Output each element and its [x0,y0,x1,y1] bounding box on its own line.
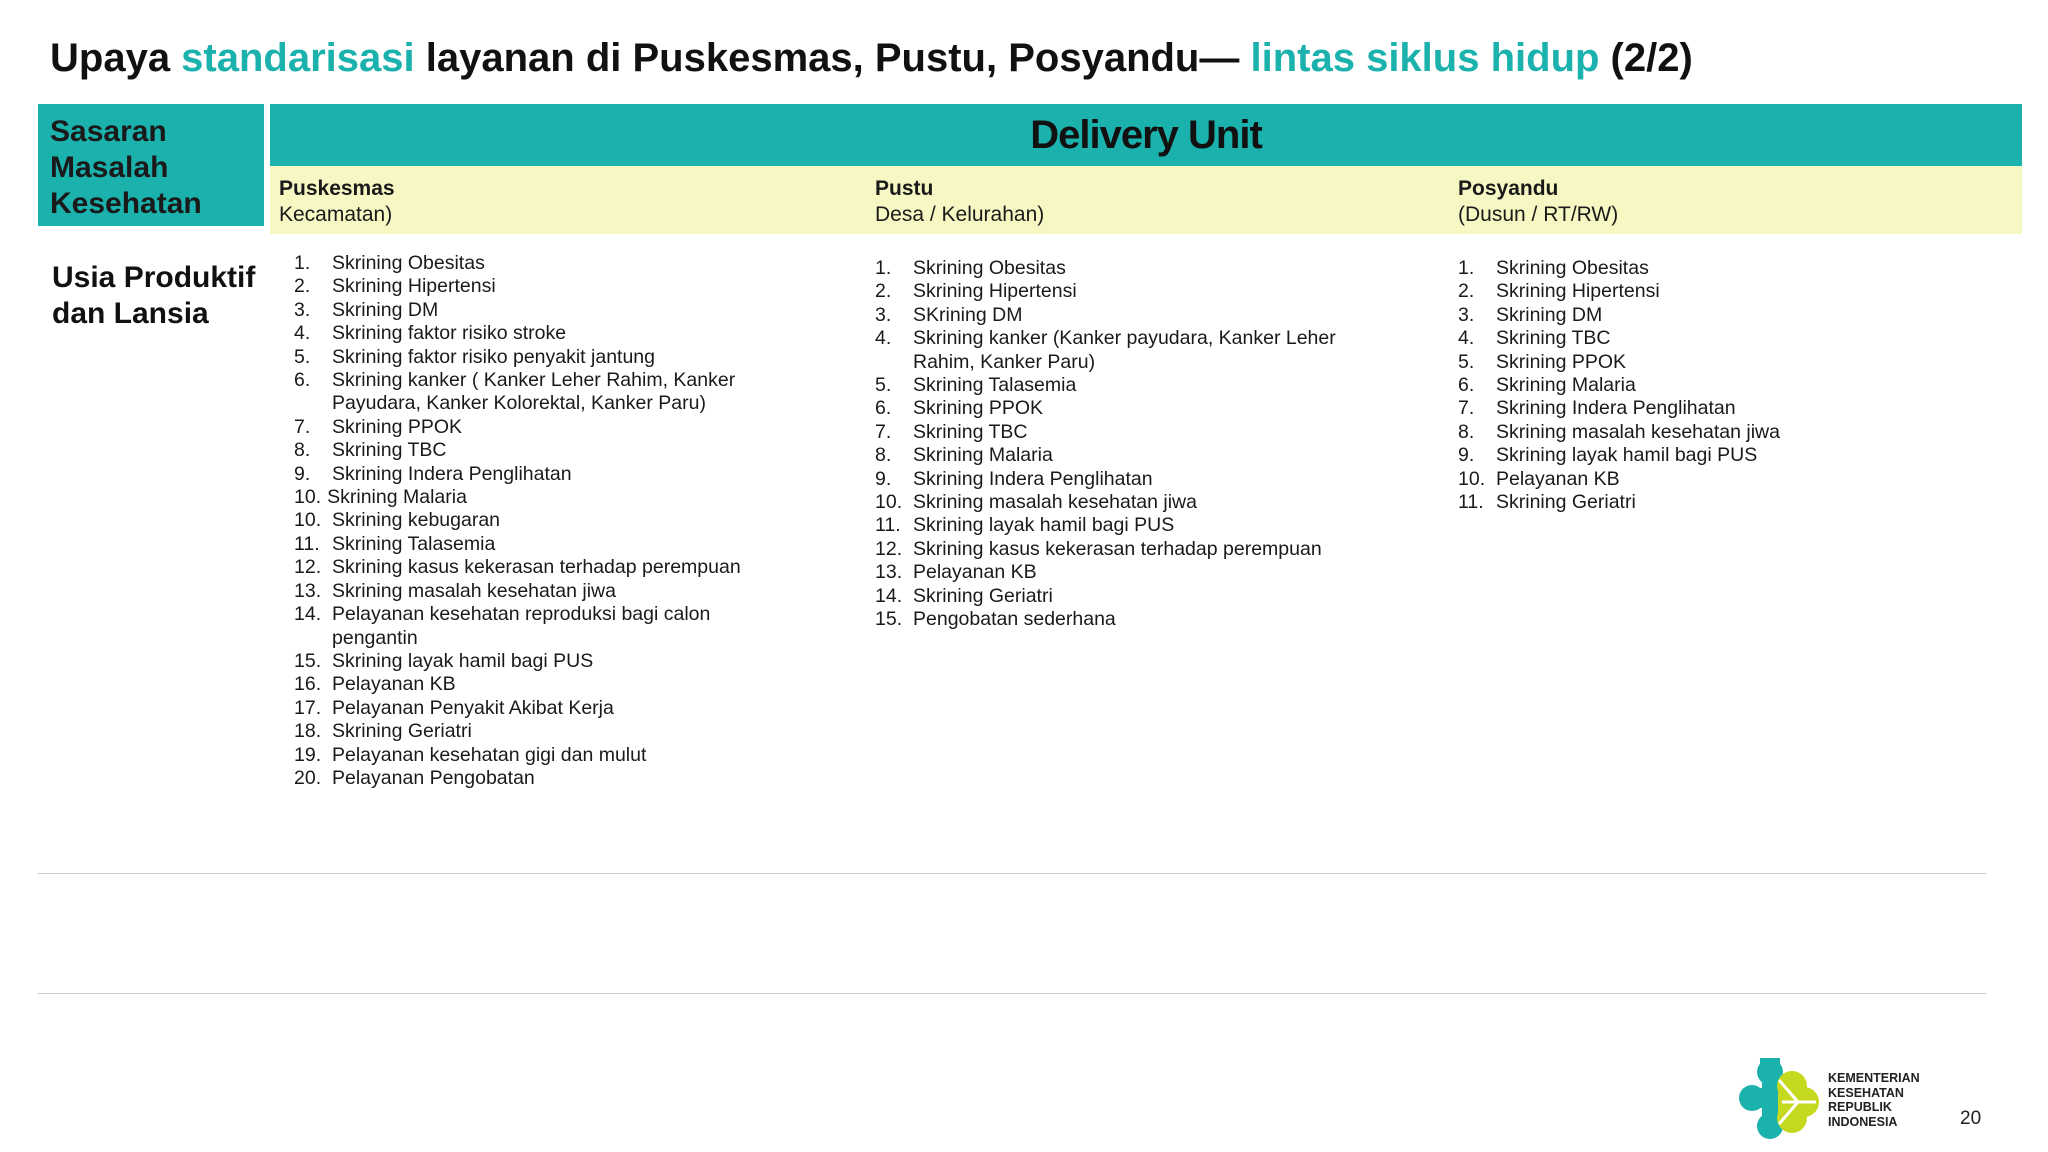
list-item-number: 14. [875,584,903,607]
list-item-text: Skrining Indera Penglihatan [1496,397,1736,420]
list-item [875,397,1355,420]
list-item-text: Pelayanan Pengobatan [332,766,535,789]
list-item [1458,397,1938,420]
list-item [294,346,774,369]
list-item [875,327,1355,374]
list-item-text: Pelayanan kesehatan gigi dan mulut [332,743,647,766]
list-item-number: 8. [1458,420,1475,443]
list-item [294,299,774,322]
list-item [1458,374,1938,397]
list-item [875,468,1355,491]
list-item [294,439,774,462]
list-item-number: 1. [294,252,311,274]
list-item [875,514,1355,537]
list-item [875,444,1355,467]
list-item-number: 20. [294,766,322,789]
list-item-number: 1. [1458,257,1475,279]
list-item [294,463,774,486]
list-item [294,697,774,720]
list-item [1458,351,1938,374]
list-item-text: Skrining PPOK [332,415,463,438]
delivery-unit-title: Delivery Unit [1030,112,1262,157]
list-item-text: Skrining masalah kesehatan jiwa [332,579,616,602]
list-item [294,744,774,767]
list-item-number: 15. [875,608,903,631]
list-item-number: 10. [875,491,903,514]
list-item-number: 7. [875,420,892,443]
list-item [875,538,1355,561]
list-item-number: 2. [1458,280,1475,303]
title-part-5: (2/2) [1599,36,1693,80]
delivery-unit-header [270,104,2022,166]
list-item-text: Pelayanan KB [913,561,1037,584]
list-item-text: Skrining Talasemia [913,374,1077,397]
list-item-number: 19. [294,743,322,766]
list-item [1458,257,1938,280]
list-item [1458,491,1938,514]
list-item [875,491,1355,514]
sasaran-header-label: Sasaran Masalah Kesehatan [50,115,202,220]
list-item [294,673,774,696]
sasaran-header-cell [38,104,264,226]
unit-name: Puskesmas [279,177,395,200]
pustu-service-list [875,257,1355,632]
list-item-number: 3. [1458,303,1475,326]
list-item-number: 11. [294,532,320,555]
list-item-text: Skrining Hipertensi [1496,280,1660,303]
list-item [294,416,774,439]
list-item-text: Skrining faktor risiko penyakit jantung [332,345,655,368]
list-item-text: Pelayanan Penyakit Akibat Kerja [332,696,614,719]
list-item-text: Skrining TBC [913,420,1028,443]
list-item-text: Skrining kasus kekerasan terhadap perempuan [913,537,1322,560]
list-item [294,369,774,416]
list-item-text: Skrining Obesitas [332,252,485,274]
list-item [1458,327,1938,350]
list-item [294,252,774,275]
list-item-number: 5. [875,374,892,397]
list-item [294,603,774,650]
list-item [294,322,774,345]
list-item-text: Skrining Geriatri [332,720,472,743]
list-item [1458,444,1938,467]
list-item-number: 18. [294,720,322,743]
list-item-text: Pelayanan KB [1496,467,1620,490]
list-item [1458,304,1938,327]
list-item-text: Skrining Indera Penglihatan [913,467,1153,490]
list-item-text: Skrining DM [332,298,439,321]
list-item-number: 2. [875,280,892,303]
list-item-number: 8. [294,439,311,462]
list-item-text: Skrining Talasemia [332,532,496,555]
list-item-number: 6. [294,369,311,392]
list-item [875,280,1355,303]
title-part-1: Upaya [50,36,182,80]
list-item-text: Skrining Hipertensi [913,280,1077,303]
unit-header-row [270,166,2022,234]
list-item-number: 5. [294,345,311,368]
list-item-number: 9. [1458,444,1475,467]
list-item-text: Skrining masalah kesehatan jiwa [1496,420,1780,443]
list-item-text: Skrining layak hamil bagi PUS [332,649,594,672]
list-item-number: 12. [294,556,322,579]
list-item [1458,468,1938,491]
list-item-text: Skrining Hipertensi [332,275,496,298]
list-item-number: 1. [875,257,892,279]
puskesmas-service-list [294,252,774,790]
list-item-number: 7. [1458,397,1475,420]
list-item-number: 6. [875,397,892,420]
list-item-text: Skrining kanker (Kanker payudara, Kanker Leher Rahim, Kanker Paru) [913,327,1336,373]
list-item-text: Skrining kebugaran [332,509,501,532]
kemenkes-logo-text: KEMENTERIAN KESEHATAN REPUBLIK INDONESIA [1828,1071,1920,1129]
target-group-label: Usia Produktif dan Lansia [52,261,256,330]
unit-level: (Dusun / RT/RW) [1458,203,1619,226]
list-item [294,275,774,298]
list-item-number: 2. [294,275,311,298]
list-item-number: 8. [875,444,892,467]
list-item-number: 13. [875,561,903,584]
list-item-number: 4. [875,327,892,350]
page-number: 20 [1960,1108,1982,1129]
list-item [294,533,774,556]
list-item-number: 11. [875,514,901,537]
list-item-number: 10. [1458,467,1486,490]
list-item-text: Pelayanan KB [332,673,456,696]
list-item-text: Skrining kasus kekerasan terhadap perempuan [332,556,741,579]
list-item [294,720,774,743]
list-item-text: Skrining masalah kesehatan jiwa [913,491,1197,514]
unit-puskesmas [279,176,395,228]
list-item [1458,280,1938,303]
list-item-text: Skrining layak hamil bagi PUS [1496,444,1758,467]
title-part-3: layanan di Puskesmas, Pustu, Posyandu— [414,36,1251,80]
list-item-text: Skrining Obesitas [1496,257,1649,279]
list-item [875,374,1355,397]
list-item-number: 5. [1458,350,1475,373]
page-title [50,36,1693,81]
unit-name: Posyandu [1458,177,1559,200]
title-accent-lintas-siklus: lintas siklus hidup [1250,36,1600,80]
list-item-number: 10. [294,509,322,532]
list-item-text: Pengobatan sederhana [913,608,1116,631]
unit-name: Pustu [875,177,934,200]
list-item-text: Skrining Malaria [327,486,467,509]
divider-line [38,993,1986,994]
list-item-number: 13. [294,579,322,602]
list-item [875,561,1355,584]
list-item [1458,421,1938,444]
list-item [294,486,774,509]
list-item-text: Skrining Malaria [913,444,1053,467]
posyandu-service-list [1458,257,1938,514]
list-item-text: Skrining Malaria [1496,374,1636,397]
list-item [294,509,774,532]
unit-level: Desa / Kelurahan) [875,203,1045,226]
list-item [294,556,774,579]
list-item-number: 12. [875,537,903,560]
list-item [875,257,1355,280]
list-item-text: Skrining faktor risiko stroke [332,322,567,345]
divider-line [38,873,1986,874]
list-item-text: SKrining DM [913,303,1023,326]
list-item [294,650,774,673]
list-item-text: Skrining PPOK [1496,350,1627,373]
list-item [875,585,1355,608]
list-item-text: Skrining Geriatri [1496,491,1636,514]
list-item-number: 4. [294,322,311,345]
list-item-number: 9. [875,467,892,490]
list-item-number: 15. [294,649,322,672]
list-item-number: 6. [1458,374,1475,397]
list-item-number: 16. [294,673,322,696]
list-item [875,608,1355,631]
unit-posyandu [1458,176,1618,228]
list-item [875,304,1355,327]
title-accent-standarisasi: standarisasi [181,36,415,80]
list-item-number: 4. [1458,327,1475,350]
list-item-number: 9. [294,462,311,485]
list-item-text: Skrining Obesitas [913,257,1066,279]
list-item [875,421,1355,444]
list-item-text: Skrining DM [1496,303,1603,326]
list-item-text: Skrining Indera Penglihatan [332,462,572,485]
list-item-number: 7. [294,415,311,438]
list-item-text: Skrining layak hamil bagi PUS [913,514,1175,537]
unit-level: Kecamatan) [279,203,393,226]
list-item-text: Skrining Geriatri [913,584,1053,607]
list-item-text: Skrining TBC [1496,327,1611,350]
list-item-number: 3. [294,298,311,321]
list-item-text: Skrining kanker ( Kanker Leher Rahim, Kanker Payudara, Kanker Kolorektal, Kanker Paru) [332,369,736,415]
list-item [294,580,774,603]
kemenkes-logo-icon [1738,1058,1822,1142]
list-item [294,767,774,790]
list-item-number: 17. [294,696,322,719]
list-item-number: 14. [294,603,322,626]
list-item-text: Skrining TBC [332,439,447,462]
list-item-text: Pelayanan kesehatan reproduksi bagi calon pengantin [332,603,711,649]
unit-pustu [875,176,1044,228]
list-item-number: 3. [875,303,892,326]
list-item-number: 10. [294,486,322,509]
list-item-number: 11. [1458,491,1484,514]
list-item-text: Skrining PPOK [913,397,1044,420]
